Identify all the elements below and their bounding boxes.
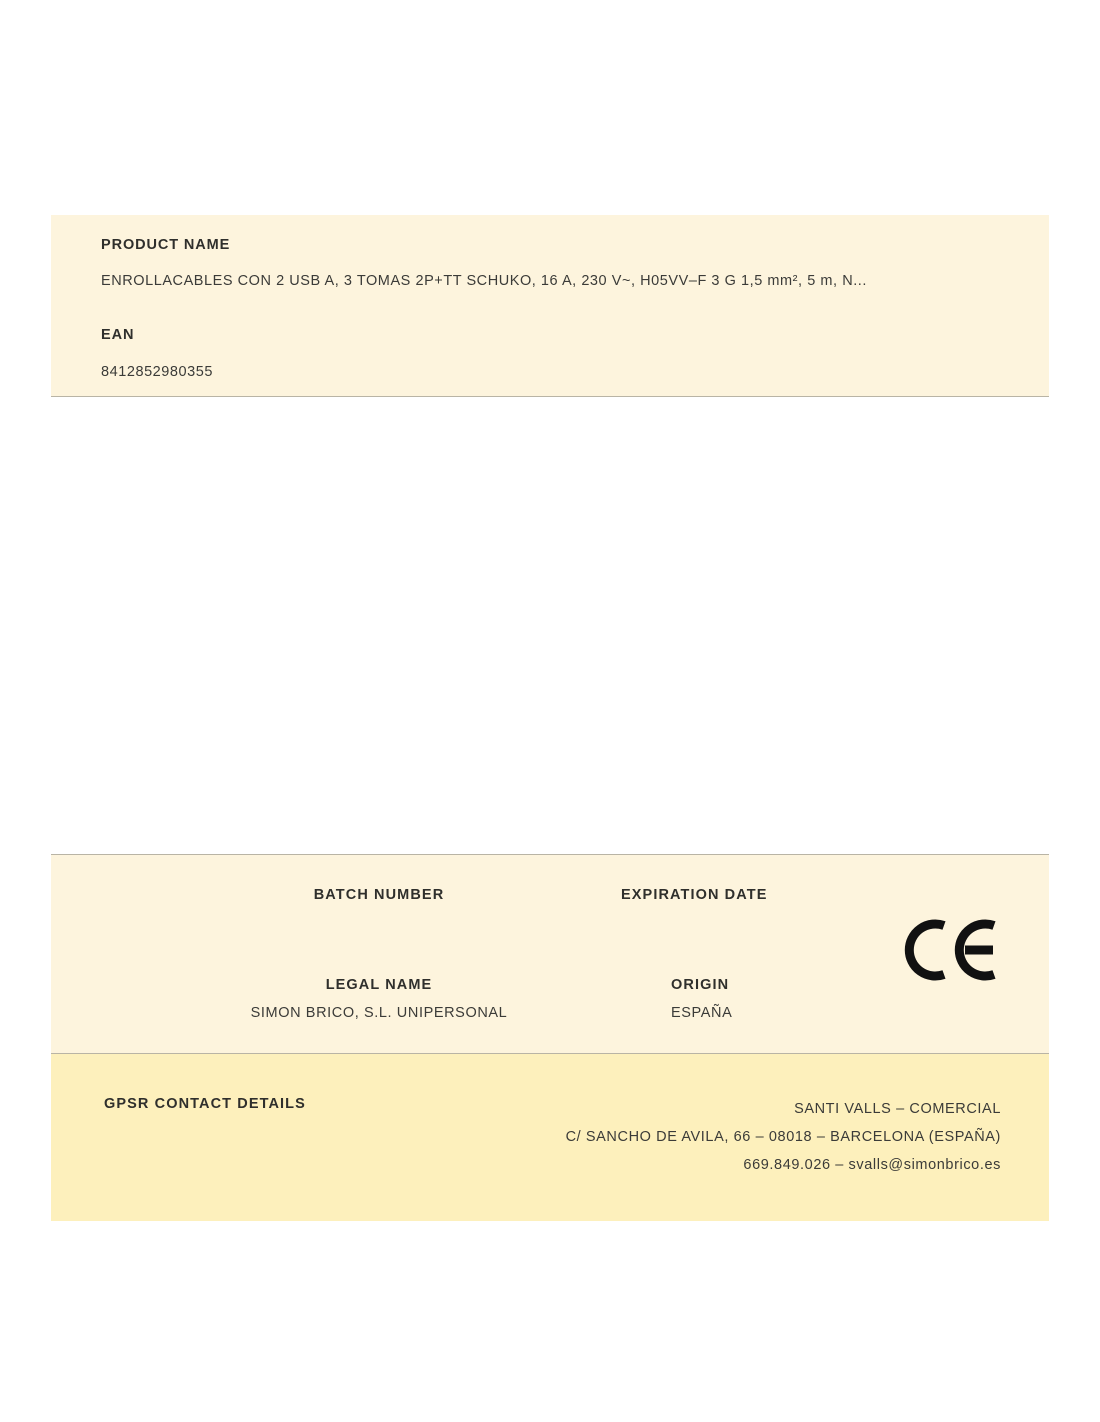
gpsr-contact-details: [566, 1095, 1001, 1179]
gpsr-contact-label: GPSR CONTACT DETAILS: [104, 1096, 306, 1112]
ce-marking-icon: [903, 917, 999, 983]
legal-name-value: SIMON BRICO, S.L. UNIPERSONAL: [250, 1005, 508, 1021]
product-info-block: [51, 215, 1049, 397]
blank-content-area: [51, 397, 1049, 854]
product-name-label: PRODUCT NAME: [101, 237, 231, 253]
batch-number-label: BATCH NUMBER: [313, 887, 445, 903]
gpsr-contact-block: [51, 1054, 1049, 1221]
legal-name-label: LEGAL NAME: [325, 977, 433, 993]
expiration-date-label: EXPIRATION DATE: [621, 887, 768, 903]
origin-value: ESPAÑA: [671, 1005, 733, 1021]
gpsr-contact-line-2: C/ SANCHO DE AVILA, 66 – 08018 – BARCELONA (ESPAÑA): [565, 1129, 1001, 1145]
gpsr-contact-line-1: SANTI VALLS – COMERCIAL: [794, 1101, 1001, 1117]
ean-label: EAN: [101, 327, 135, 343]
gpsr-contact-line-3: 669.849.026 – svalls@simonbrico.es: [743, 1157, 1001, 1173]
product-name-value: ENROLLACABLES CON 2 USB A, 3 TOMAS 2P+TT SCHUKO, 16 A, 230 V~, H05VV–F 3 G 1,5 mm², 5 m, N...: [101, 273, 867, 289]
origin-label: ORIGIN: [671, 977, 730, 993]
batch-legal-block: [51, 854, 1049, 1054]
ean-value: 8412852980355: [101, 364, 213, 380]
